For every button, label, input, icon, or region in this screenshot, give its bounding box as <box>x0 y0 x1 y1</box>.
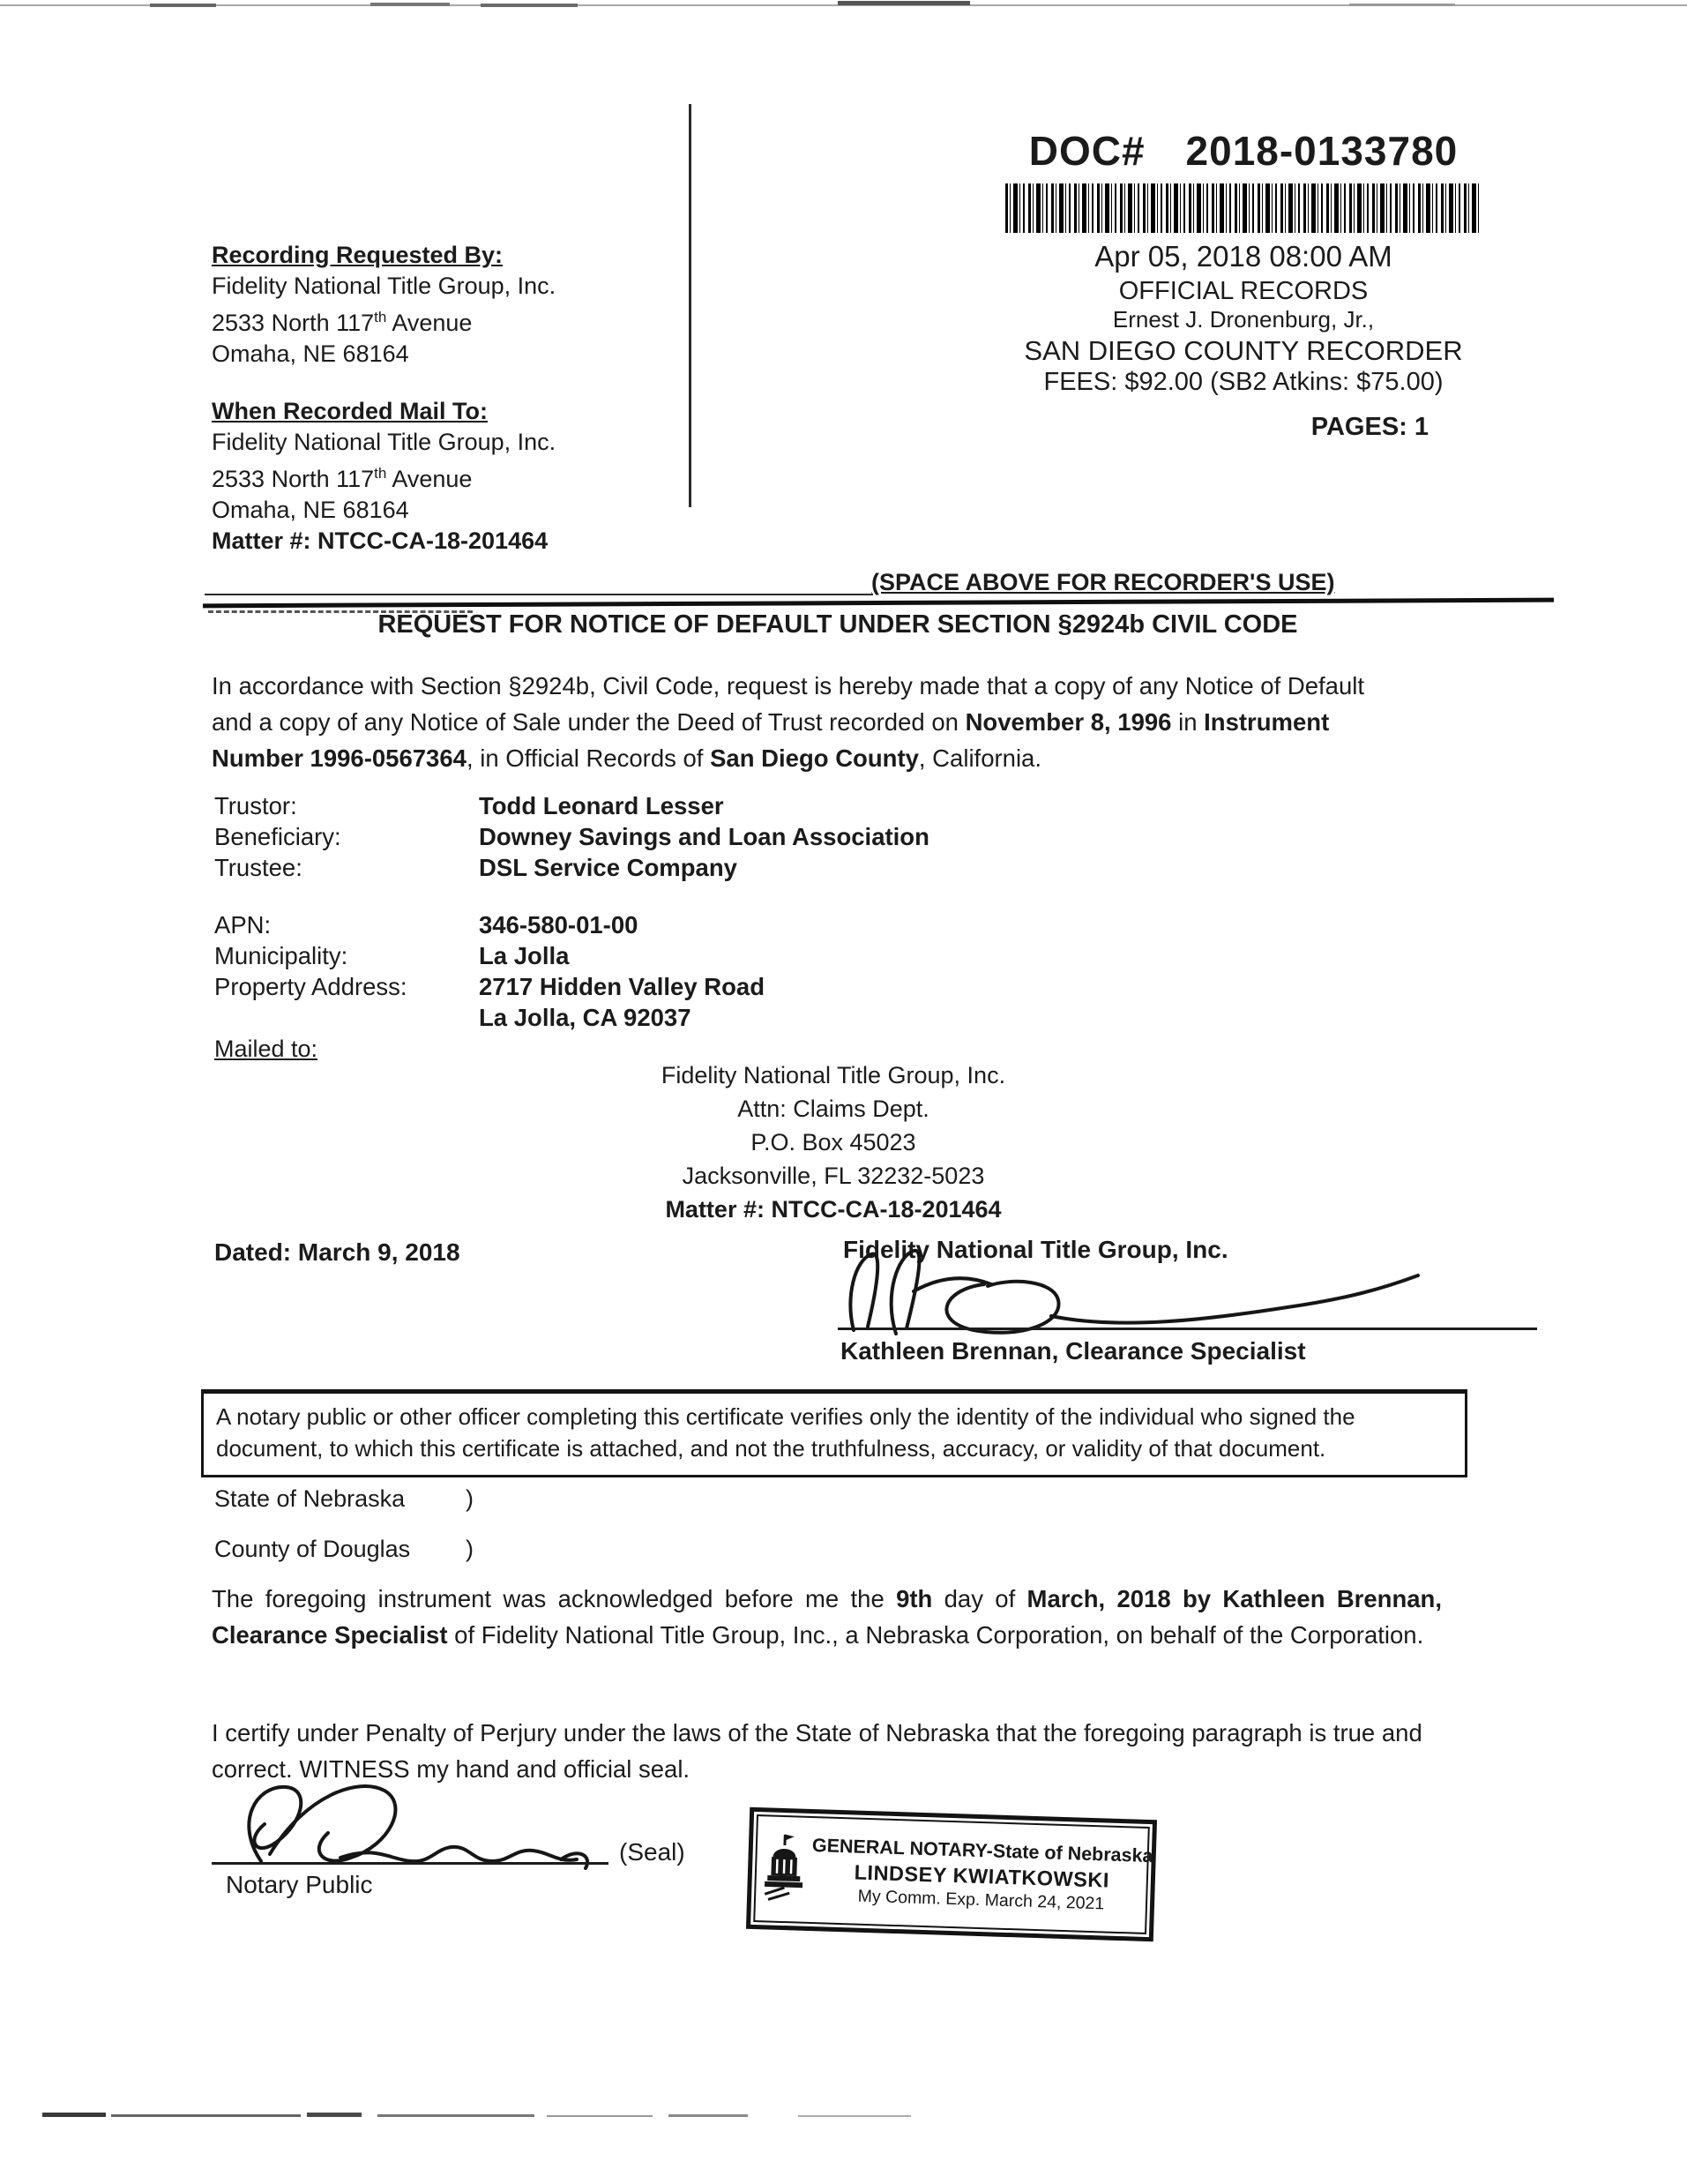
scan-artifact-bottom-seg <box>798 2115 911 2117</box>
scan-artifact-top-seg <box>370 3 450 6</box>
mailed-to-line: Attn: Claims Dept. <box>737 1096 929 1122</box>
notary-stamp-text <box>810 1835 1159 1916</box>
requestor-street: 2533 North 117th Avenue <box>212 309 473 336</box>
scan-artifact-bottom-seg <box>668 2114 748 2117</box>
notary-public-label: Notary Public <box>226 1871 373 1898</box>
signature-kathleen-brennan <box>829 1245 1429 1335</box>
parties-block <box>214 790 929 883</box>
scan-artifact-top-seg <box>1349 4 1455 6</box>
signature-notary-public <box>210 1771 598 1875</box>
recorder-name: Ernest J. Dronenburg, Jr., <box>1112 306 1375 333</box>
mail-to-street: 2533 North 117th Avenue <box>212 465 473 492</box>
capitol-icon <box>756 1830 813 1908</box>
recorder-use-note: (SPACE ABOVE FOR RECORDER'S USE) <box>871 569 1335 595</box>
scan-artifact-top-seg <box>481 4 578 7</box>
mail-to-matter-number: Matter #: NTCC-CA-18-201464 <box>212 527 549 554</box>
signer-company: Fidelity National Title Group, Inc. <box>843 1236 1228 1263</box>
property-row: Property Address: 2717 Hidden Valley Road <box>214 973 765 1000</box>
mailed-to-line: Fidelity National Title Group, Inc. <box>661 1062 1006 1088</box>
notary-stamp <box>746 1807 1157 1941</box>
vertical-divider-line <box>689 104 691 507</box>
requestor-city: Omaha, NE 68164 <box>212 340 409 367</box>
barcode <box>1005 183 1482 233</box>
requestor-company: Fidelity National Title Group, Inc. <box>212 273 556 299</box>
notary-signature-line <box>212 1862 608 1865</box>
notary-certificate-box: A notary public or other officer completing this certificate verifies only the identity of the individual who signed the document, to which this certificate is attached, and not the truthfulness, accuracy, or validity of that document. <box>201 1389 1467 1477</box>
party-row: Trustor: Todd Leonard Lesser <box>214 792 724 819</box>
document-title: REQUEST FOR NOTICE OF DEFAULT UNDER SECTION §2924b CIVIL CODE <box>377 610 1298 639</box>
party-row: Beneficiary: Downey Savings and Loan Association <box>214 823 929 850</box>
property-row-address2: La Jolla, CA 92037 <box>479 1004 691 1031</box>
mailed-to-heading: Mailed to: <box>214 1036 318 1062</box>
mailed-to-line: Jacksonville, FL 32232-5023 <box>682 1163 985 1189</box>
venue-state-line: State of Nebraska ) <box>214 1485 474 1512</box>
pages-count: PAGES: 1 <box>1310 413 1429 441</box>
doc-number-line: DOC# 2018-0133780 <box>1028 128 1459 174</box>
scan-artifact-bottom-seg <box>42 2113 106 2117</box>
seal-label: (Seal) <box>619 1838 685 1866</box>
mailed-to-address-block <box>476 1058 1191 1226</box>
stamp-header: GENERAL NOTARY-State of Nebraska <box>811 1835 1153 1867</box>
acknowledgment-paragraph: The foregoing instrument was acknowledged before me the 9th day of March, 2018 by Kathleen Brennan, Clearance Specialist of Fidelity National Title Group, Inc., a Nebraska Corporation, on behalf of the Corporation. <box>212 1585 1442 1649</box>
stamp-commission-expiry: My Comm. Exp. March 24, 2021 <box>857 1886 1105 1914</box>
property-row: Municipality: La Jolla <box>214 942 570 969</box>
recording-requested-by-heading: Recording Requested By: <box>212 242 504 268</box>
party-row: Trustee: DSL Service Company <box>214 854 737 881</box>
signer-name-title: Kathleen Brennan, Clearance Specialist <box>840 1337 1306 1365</box>
fees-line: FEES: $92.00 (SB2 Atkins: $75.00) <box>1043 368 1444 396</box>
mail-to-heading: When Recorded Mail To: <box>212 398 489 424</box>
recorder-use-baseline <box>205 594 873 595</box>
recorder-title: SAN DIEGO COUNTY RECORDER <box>1024 335 1463 366</box>
property-block <box>214 909 765 1033</box>
recorder-stamp-block <box>970 127 1517 442</box>
stamp-notary-name: LINDSEY KWIATKOWSKI <box>854 1860 1110 1892</box>
scan-artifact-bottom-seg <box>547 2115 653 2117</box>
scan-artifact-bottom-seg <box>377 2114 534 2117</box>
signature-line <box>838 1328 1537 1330</box>
property-row: APN: 346-580-01-00 <box>214 911 638 939</box>
scan-artifact-bottom-seg <box>307 2113 362 2117</box>
recording-requested-by-block <box>212 240 556 370</box>
body-paragraph: In accordance with Section §2924b, Civil Code, request is hereby made that a copy of any Notice of Default and a copy of any Notice of Sale under the Deed of Trust recorded on November 8, 1996 in Instrument Number 1996-0567364, in Official Records of San Diego County, California. <box>212 672 1364 772</box>
mailed-to-matter-number: Matter #: NTCC-CA-18-201464 <box>665 1196 1002 1223</box>
mail-to-company: Fidelity National Title Group, Inc. <box>212 429 556 455</box>
recording-datetime: Apr 05, 2018 08:00 AM <box>1094 240 1392 273</box>
when-recorded-mail-to-block <box>212 396 556 557</box>
mail-to-city: Omaha, NE 68164 <box>212 497 409 523</box>
scan-artifact-top-seg <box>150 4 216 7</box>
scan-artifact-top-seg <box>838 1 970 5</box>
scan-artifact-bottom-seg <box>111 2114 301 2117</box>
mailed-to-line: P.O. Box 45023 <box>750 1129 916 1156</box>
certification-paragraph: I certify under Penalty of Perjury under the laws of the State of Nebraska that the foregoing paragraph is true and correct. WITNESS my hand and official seal. <box>212 1719 1422 1783</box>
notary-stamp-inner-border <box>753 1814 1153 1934</box>
dated-line: Dated: March 9, 2018 <box>214 1238 460 1266</box>
official-records-label: OFFICIAL RECORDS <box>1118 277 1369 305</box>
header-divider-rule <box>203 598 1554 609</box>
venue-county-line: County of Douglas ) <box>214 1536 474 1562</box>
